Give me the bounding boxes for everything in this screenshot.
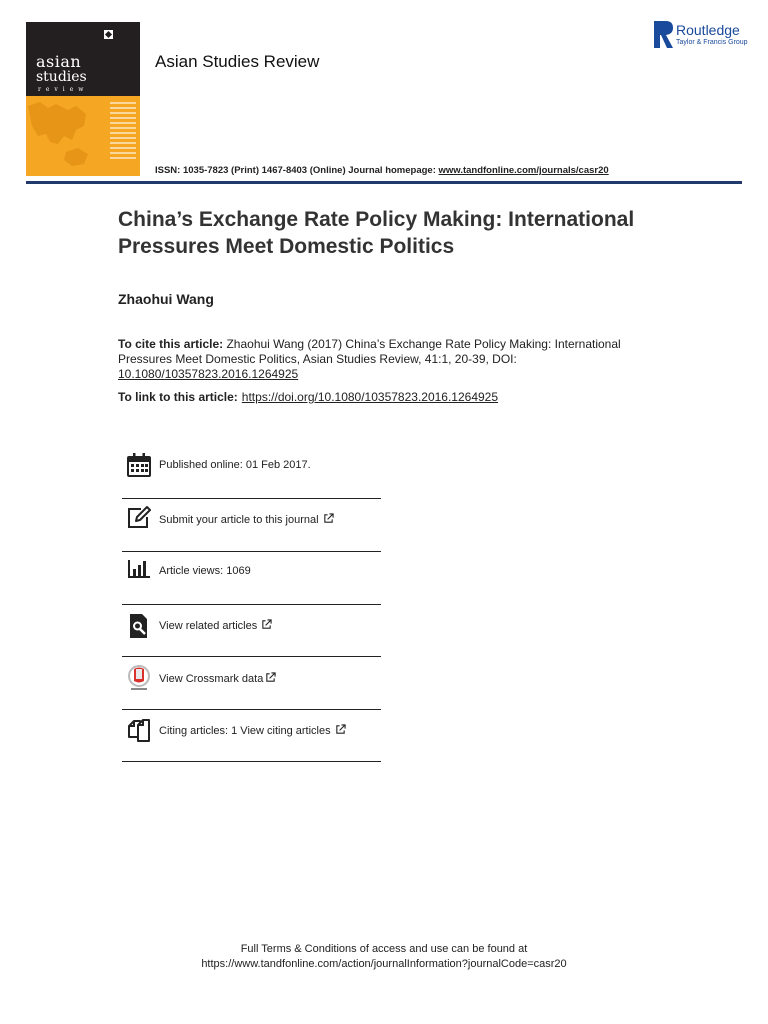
edit-pencil-icon — [126, 505, 152, 531]
article-views-count: Article views: 1069 — [159, 565, 251, 577]
external-link-icon — [265, 672, 276, 683]
citing-articles-label: Citing articles: 1 View citing articles — [159, 725, 331, 737]
cover-map-graphic — [26, 96, 104, 176]
publisher-subtitle: Taylor & Francis Group — [676, 39, 748, 46]
crossmark-link[interactable] — [159, 672, 276, 685]
published-date: Published online: 01 Feb 2017. — [159, 459, 311, 471]
article-author: Zhaohui Wang — [118, 291, 214, 307]
article-title-line-1: China’s Exchange Rate Policy Making: International — [118, 208, 635, 231]
citing-documents-icon — [126, 717, 152, 743]
citing-articles-link[interactable] — [159, 724, 346, 737]
list-item-published — [122, 446, 381, 498]
calendar-icon — [126, 452, 152, 478]
list-item-submit[interactable] — [122, 499, 381, 551]
related-articles-label: View related articles — [159, 620, 258, 632]
external-link-icon — [323, 513, 334, 524]
issn-text: ISSN: 1035-7823 (Print) 1467-8403 (Online) Journal homepage: — [155, 165, 439, 176]
list-item-related[interactable] — [122, 605, 381, 657]
crossmark-icon — [126, 665, 152, 691]
routledge-r-icon — [654, 21, 674, 48]
cover-emblem-icon — [104, 30, 113, 39]
list-item-views — [122, 552, 381, 604]
cover-contents-list — [110, 102, 136, 162]
journal-cover-image — [26, 22, 140, 176]
publisher-logo[interactable] — [651, 21, 751, 51]
search-document-icon — [126, 613, 152, 639]
citation-block — [118, 337, 678, 382]
link-to-article — [118, 390, 498, 404]
header-divider — [26, 181, 742, 184]
submit-article-link[interactable] — [159, 513, 334, 526]
cover-word-asian: asian — [36, 52, 82, 71]
crossmark-label: View Crossmark data — [159, 673, 264, 685]
list-divider — [122, 761, 381, 762]
list-item-crossmark[interactable] — [122, 657, 381, 709]
bar-chart-icon — [126, 556, 152, 582]
cite-text: Zhaohui Wang (2017) China’s Exchange Rate Policy Making: International Pressures Meet Domestic Politics, Asian Studies Review, 41:1, 20-39, DOI: — [118, 337, 621, 366]
publisher-name: Routledge — [676, 22, 740, 38]
related-articles-link[interactable] — [159, 619, 272, 632]
external-link-icon — [261, 619, 272, 630]
journal-title[interactable]: Asian Studies Review — [155, 52, 320, 71]
terms-footer — [0, 942, 768, 972]
article-doi-url-link[interactable]: https://doi.org/10.1080/10357823.2016.1264925 — [241, 390, 499, 404]
footer-terms-url[interactable]: https://www.tandfonline.com/action/journalInformation?journalCode=casr20 — [201, 958, 567, 970]
submit-article-label: Submit your article to this journal — [159, 514, 319, 526]
article-title — [118, 206, 718, 260]
cover-word-studies: studies — [36, 69, 87, 85]
journal-homepage-link[interactable]: www.tandfonline.com/journals/casr20 — [438, 165, 609, 176]
cover-word-review: review — [38, 86, 89, 93]
footer-terms-text: Full Terms & Conditions of access and use can be found at — [240, 943, 528, 955]
article-title-line-2: Pressures Meet Domestic Politics — [118, 235, 455, 258]
issn-line — [155, 165, 609, 176]
external-link-icon — [335, 724, 346, 735]
list-item-citing[interactable] — [122, 710, 381, 762]
cite-label: To cite this article: — [118, 337, 224, 351]
link-label: To link to this article: — [118, 390, 238, 404]
cite-doi-link[interactable]: 10.1080/10357823.2016.1264925 — [118, 367, 299, 381]
